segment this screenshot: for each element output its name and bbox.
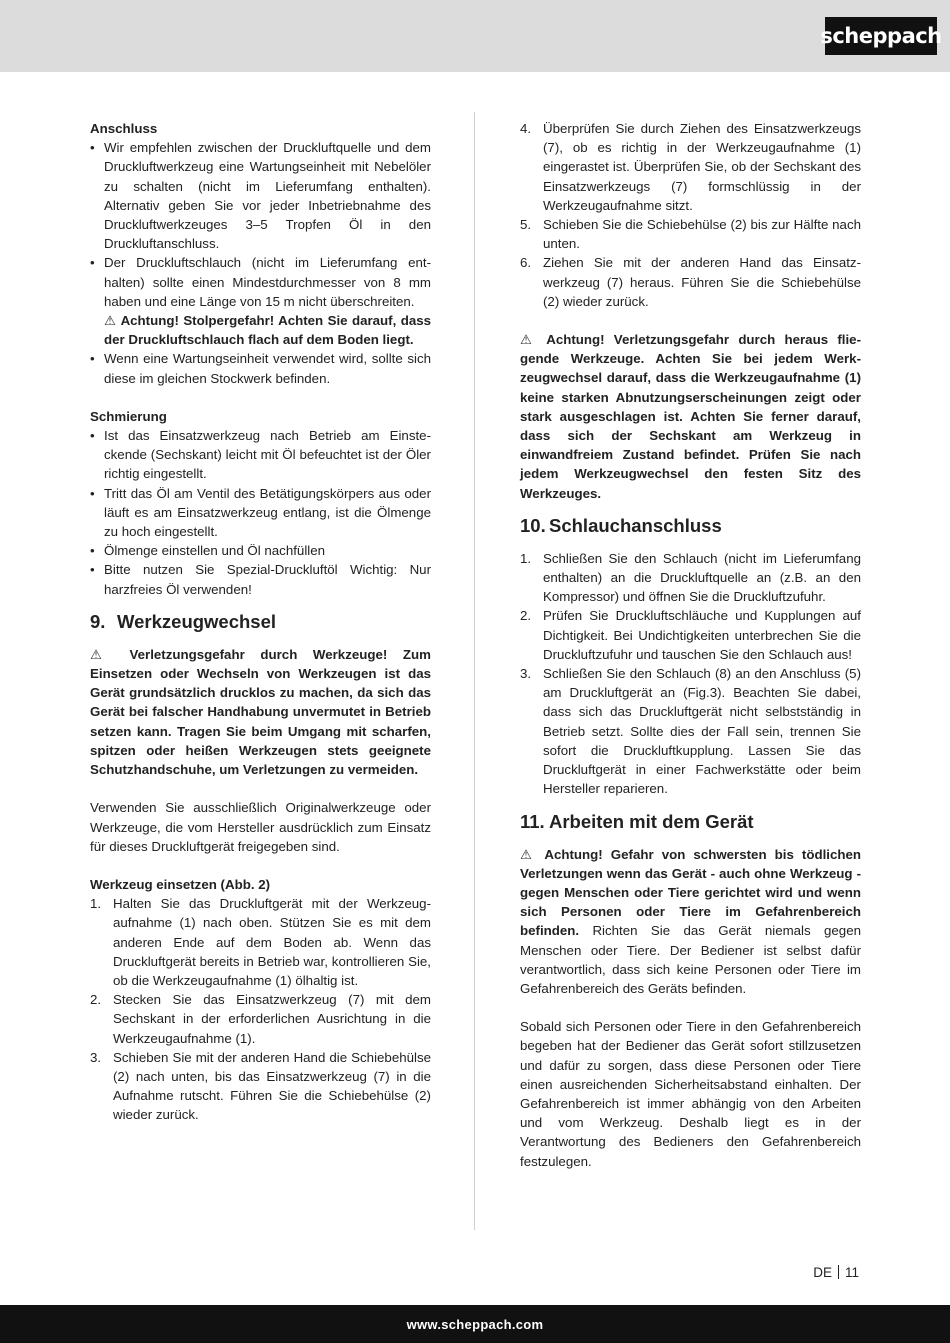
left-column (90, 119, 431, 1125)
right-column (520, 119, 861, 1171)
list-item: • Ist das Einsatzwerkzeug nach Betrieb am Einsteckende (Sechskant) leicht mit Öl befeuchtet ist der Öler richtig eingestellt. (90, 428, 431, 482)
warning-trip-hazard: ⚠ Achtung! Stolpergefahr! Achten Sie darauf, dass der Druckluftschlauch flach auf dem Boden liegt. (104, 313, 431, 348)
list-item: • Tritt das Öl am Ventil des Betätigungskörpers aus oder läuft es am Einsatzwerkzeug entlang, ist die Ölmenge zu hoch eingestellt. (90, 485, 431, 540)
warning-triangle-icon: ⚠ (520, 332, 538, 348)
anschluss-heading: Anschluss (90, 121, 158, 136)
list-item: 2. Stecken Sie das Einsatzwerkzeug (7) mit dem Sechskant in der erforderlichen Ausrichtung in die Werkzeugaufnahme (1). (90, 992, 431, 1046)
bullet-icon: • (90, 543, 95, 559)
bullet-icon: • (90, 485, 95, 501)
list-item: 6. Ziehen Sie mit der anderen Hand das Einsatzwerkzeug (7) heraus. Führen Sie die Schiebehülse (2) wieder zurück. (520, 255, 861, 309)
bullet-icon: • (90, 562, 95, 578)
section-10-heading: 10. Schlauchanschluss (520, 514, 722, 536)
warning-flying-tools: ⚠ Achtung! Verletzungsgefahr durch heraus fliegende Werkzeuge. Achten Sie bei jedem Werkzeugwechsel darauf, dass die Werkzeugaufnahme (1) keine starken Abnutzungserscheinungen zeigt oder stark ausgeschlagen ist. Achten Sie ferner darauf, dass sich der Sechskant am Werkzeug in einwandfreiem Zustand befindet. Prüfen Sie nach jedem Werkzeugwechsel den festen Sitz des Werkzeuges. (520, 332, 861, 501)
section-11-heading: 11. Arbeiten mit dem Gerät (520, 810, 754, 832)
list-item: 1. Halten Sie das Druckluftgerät mit der Werkzeugaufnahme (1) nach oben. Stützen Sie es mit dem anderen Ende auf dem Boden ab. Wenn das Druckluftgerät bereits in Betrieb war, kontrollieren Sie, ob die Werkzeugaufnahme (1) ölhaltig ist. (90, 896, 431, 988)
column-divider (474, 112, 475, 1230)
list-item: 2. Prüfen Sie Druckluftschläuche und Kupplungen auf Dichtigkeit. Bei Undichtigkeiten unterbrechen Sie die Druckluftzufuhr und tauschen Sie den Schlauch aus! (520, 608, 861, 662)
section-9-heading: 9. Werkzeugwechsel (90, 610, 277, 632)
original-tools-paragraph: Verwenden Sie ausschließlich Originalwerkzeuge oder Werkzeuge, die vom Hersteller ausdrücklich zum Einsatz für dieses Druckluftgerät freigegeben sind. (90, 800, 431, 854)
header-bar (0, 0, 950, 72)
logo-text: scheppach (820, 24, 942, 48)
list-item: 3. Schieben Sie mit der anderen Hand die Schiebehülse (2) nach unten, bis das Einsatzwerkzeug (7) in die Aufnahme rutscht. Führen Sie die Schiebehülse (2) wieder zurück. (90, 1049, 431, 1123)
warning-triangle-icon: ⚠ (90, 646, 114, 662)
footer-bar (0, 1305, 950, 1343)
bullet-icon: • (90, 140, 95, 156)
list-item: • Der Druckluftschlauch (nicht im Lieferumfang enthalten) sollte einen Mindestdurchmesser von 8 mm haben und eine Länge von 15 m nicht überschreiten. (90, 255, 431, 309)
list-item: • Bitte nutzen Sie Spezial-Druckluftöl Wichtig: Nur harzfreies Öl verwenden! (90, 562, 431, 597)
list-item: • Wenn eine Wartungseinheit verwendet wird, sollte sich diese im gleichen Stockwerk befinden. (90, 351, 431, 386)
list-item: 1. Schließen Sie den Schlauch (nicht im Lieferumfang enthalten) an die Druckluftquelle an (z.B. an den Kompressor) und öffnen Sie die Druckluftzufuhr. (520, 550, 861, 605)
list-item: • Ölmenge einstellen und Öl nachfüllen (90, 541, 431, 560)
list-item: 4. Überprüfen Sie durch Ziehen des Einsatzwerkzeugs (7), ob es richtig in der Werkzeugaufnahme (1) eingerastet ist. Überprüfen Sie, ob der Sechskant des Einsatzwerkzeugs (7) formschlüssig in der Werkzeugaufnahme sitzt. (520, 121, 861, 213)
danger-zone-paragraph: Sobald sich Personen oder Tiere in den Gefahrenbereich begeben hat der Bediener das Gerät sofort stillzusetzen und dafür zu sorgen, dass diese Personen oder Tiere einen ausreichenden Sicherheitsabstand einhalten. Der Gefahrenbereich ist immer abhängig von den Arbeiten und vom Werkzeug. Deshalb liegt es in der Verantwortung des Bedieners den Gefahrenbereich festzulegen. (520, 1019, 861, 1169)
warning-triangle-icon: ⚠ (520, 846, 537, 862)
warning-triangle-icon: ⚠ (104, 313, 117, 329)
einsetzen-heading: Werkzeug einsetzen (Abb. 2) (90, 876, 271, 892)
bullet-icon: • (90, 351, 95, 367)
warning-danger-zone: ⚠ Achtung! Gefahr von schwersten bis tödlichen Verletzungen wenn das Gerät - auch ohne Werkzeug - gegen Menschen oder Tiere gerichtet wird und wenn sich Personen oder Tiere im Gefahrenbereich befinden. Richten Sie das Gerät niemals gegen Menschen oder Tiere. Der Bediener ist selbst dafür verantwortlich, dass sich keine Personen oder Tiere im Gefahrenbereich des Geräts befinden. (520, 846, 862, 996)
bullet-icon: • (90, 255, 95, 271)
warning-tools: ⚠ Verletzungsgefahr durch Werkzeuge! Zum Einsetzen oder Wechseln von Werkzeugen ist das Gerät grundsätzlich drucklos zu machen, da sich das Gerät bei falscher Handhabung unvermutet in Betrieb setzen kann. Tragen Sie beim Umgang mit scharfen, spitzen oder heißen Werkzeugen stets geeignete Schutzhandschuhe, um Verletzungen zu vermeiden. (90, 646, 432, 778)
page-number: DE 11 (813, 1265, 859, 1280)
list-item: 5. Schieben Sie die Schiebehülse (2) bis zur Hälfte nach unten. (520, 217, 861, 252)
list-item: • Wir empfehlen zwischen der Druckluftquelle und dem Druckluftwerkzeug eine Wartungseinheit mit Nebelöler zu schalten (nicht im Lieferumfang enthalten). Alternativ geben Sie vor jeder Inbetriebnahme des Druckluftwerkzeuges 3–5 Tropfen Öl in den Druckluftanschluss. (90, 140, 431, 252)
list-item: 3. Schließen Sie den Schlauch (8) an den Anschluss (5) am Druckluftgerät an (Fig.3). Beachten Sie dabei, dass sich das Druckluftgerät nicht selbstständig in Betrieb setzt. Sollte dies der Fall sein, trennen Sie sofort die Druckluftkupplung. Lassen Sie das Druckluftgerät in einer Fachwerkstätte oder beim Hersteller reparieren. (520, 666, 861, 797)
website-link[interactable]: www.scheppach.com (406, 1316, 544, 1332)
schmierung-heading: Schmierung (90, 408, 167, 424)
bullet-icon: • (90, 428, 95, 444)
brand-logo (820, 17, 942, 55)
